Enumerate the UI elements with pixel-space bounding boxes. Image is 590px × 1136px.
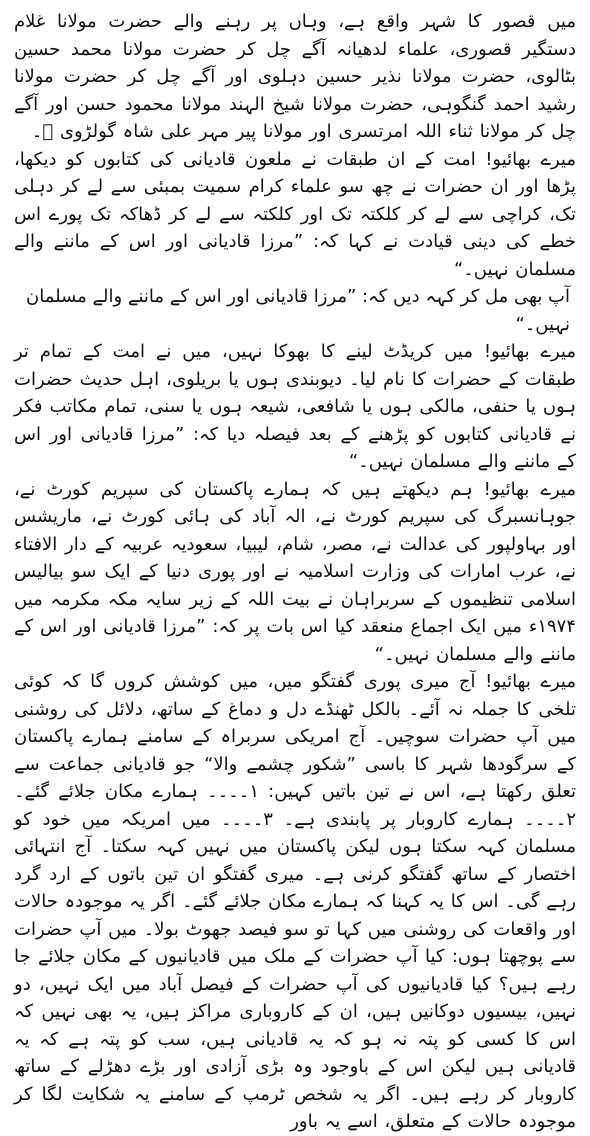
paragraph-all-schools: میرے بھائیو! میں کریڈٹ لینے کا بھوکا نہیں، میں نے امت کے تمام تر طبقات کے حضرات کا نام لیا۔ دیوبندی ہوں یا بریلوی، اہل حدیث حضرات ہوں یا حنفی، مالکی ہوں یا شافعی، شیعہ ہوں یا سنی، تمام مکاتب فکر نے قادیانی کتابوں کو پڑھنے کے بعد فیصلہ دیا کہ: ”مرزا قادیانی اور اس کے ماننے والے مسلمان نہیں۔“ [14, 341, 576, 472]
paragraph-three-claims: میرے بھائیو! آج میری پوری گفتگو میں، میں کوشش کروں گا کہ کوئی تلخی کا جملہ نہ آئے۔ بالکل ٹھنڈے دل و دماغ کے ساتھ، دلائل کی روشنی میں آپ حضرات سوچیں۔ آج امریکی سربراہ کے سامنے ہمارے پاکستان کے سرگودھا شہر کا باسی ”شکور چشمے والا“ جو قادیانی جماعت سے تعلق رکھتا ہے، اس نے تین باتیں کہیں: ۱۔۔۔۔ ہمارے مکان جلائے گئے۔ ۲۔۔۔۔ ہمارے کاروبار پر پابندی ہے۔ ۳۔۔۔۔ میں امریکہ میں خود کو مسلمان کہہ سکتا ہوں لیکن پاکستان میں نہیں کہہ سکتا۔ آج انتہائی اختصار کے ساتھ گفتگو کرنی ہے۔ میری گفتگو ان تین باتوں کے ارد گرد رہے گی۔ اس کا یہ کہنا کہ ہمارے مکان جلائے گئے۔ اگر یہ موجودہ حالات اور واقعات کی روشنی میں کہا تو سو فیصد جھوٹ بولا۔ میں آپ حضرات سے پوچھتا ہوں: کیا آپ حضرات کے ملک میں قادیانیوں کے مکان جلائے جا رہے ہیں؟ کیا قادیانیوں کی آپ حضرات کے فیصل آباد میں ایک نہیں، دو نہیں، بیسیوں دوکانیں ہیں، ان کے کاروباری مراکز ہیں، یہ بھی نہیں کہ اس کا کسی کو پتہ نہ ہو کہ یہ قادیانی ہیں، سب کو پتہ ہے کہ یہ قادیانی ہیں لیکن اس کے باوجود وہ بڑی آزادی اور بڑے دھڑلے کے ساتھ کاروبار کر رہے ہیں۔ اگر یہ شخص ٹرمپ کے سامنے یہ شکایت لگا کر موجودہ حالات کے متعلق، اسے یہ باور [14, 671, 576, 1132]
paragraph-ummah-verdict: میرے بھائیو! امت کے ان طبقات نے ملعون قادیانی کی کتابوں کو دیکھا، پڑھا اور ان حضرات نے چھ سو علماء کرام سمیت بمبئی سے لے کر دہلی تک، کراچی سے لے کر کلکتہ تک اور کلکتہ سے لے کر ڈھاکہ تک پورے اس خطے کی دینی قیادت نے کہا کہ: ”مرزا قادیانی اور اس کے ماننے والے مسلمان نہیں۔“ [14, 148, 576, 280]
paragraph-courts-consensus: میرے بھائیو! ہم دیکھتے ہیں کہ ہمارے پاکستان کی سپریم کورٹ نے، جوہانسبرگ کی سپریم کورٹ نے، الہ آباد کی ہائی کورٹ نے، ماریشس اور بہاولپور کی عدالت نے، مصر، شام، لیبیا، سعودیہ عربیہ کے دار الافتاء نے، عرب امارات کی وزارت اسلامیہ نے اور پوری دنیا کے ایک سو بیالیس اسلامی تنظیموں کے سربراہان نے بیت اللہ کے زیر سایہ مکہ مکرمہ میں ۱۹۷۴ء میں ایک اجماع منعقد کیا اس بات پر کہ: ”مرزا قادیانی اور اس کے ماننے والے مسلمان نہیں۔“ [14, 478, 576, 665]
paragraph-collective-declaration: آپ بھی مل کر کہہ دیں کہ: ”مرزا قادیانی اور اس کے ماننے والے مسلمان نہیں۔“ [26, 286, 570, 335]
paragraph-ulama-list: میں قصور کا شہر واقع ہے، وہاں پر رہنے والے حضرت مولانا غلام دستگیر قصوری، علماء لدھیانہ آگے چل کر حضرت مولانا محمد حسین بٹالوی، حضرت مولانا نذیر حسین دہلوی اور آگے چل کر حضرت مولانا رشید احمد گنگوہی، حضرت مولانا شیخ الہند مولانا محمود حسن اور آگے چل کر مولانا ثناء اللہ امرتسری اور مولانا پیر مہر علی شاہ گولڑوی ﷫۔ [14, 11, 576, 142]
